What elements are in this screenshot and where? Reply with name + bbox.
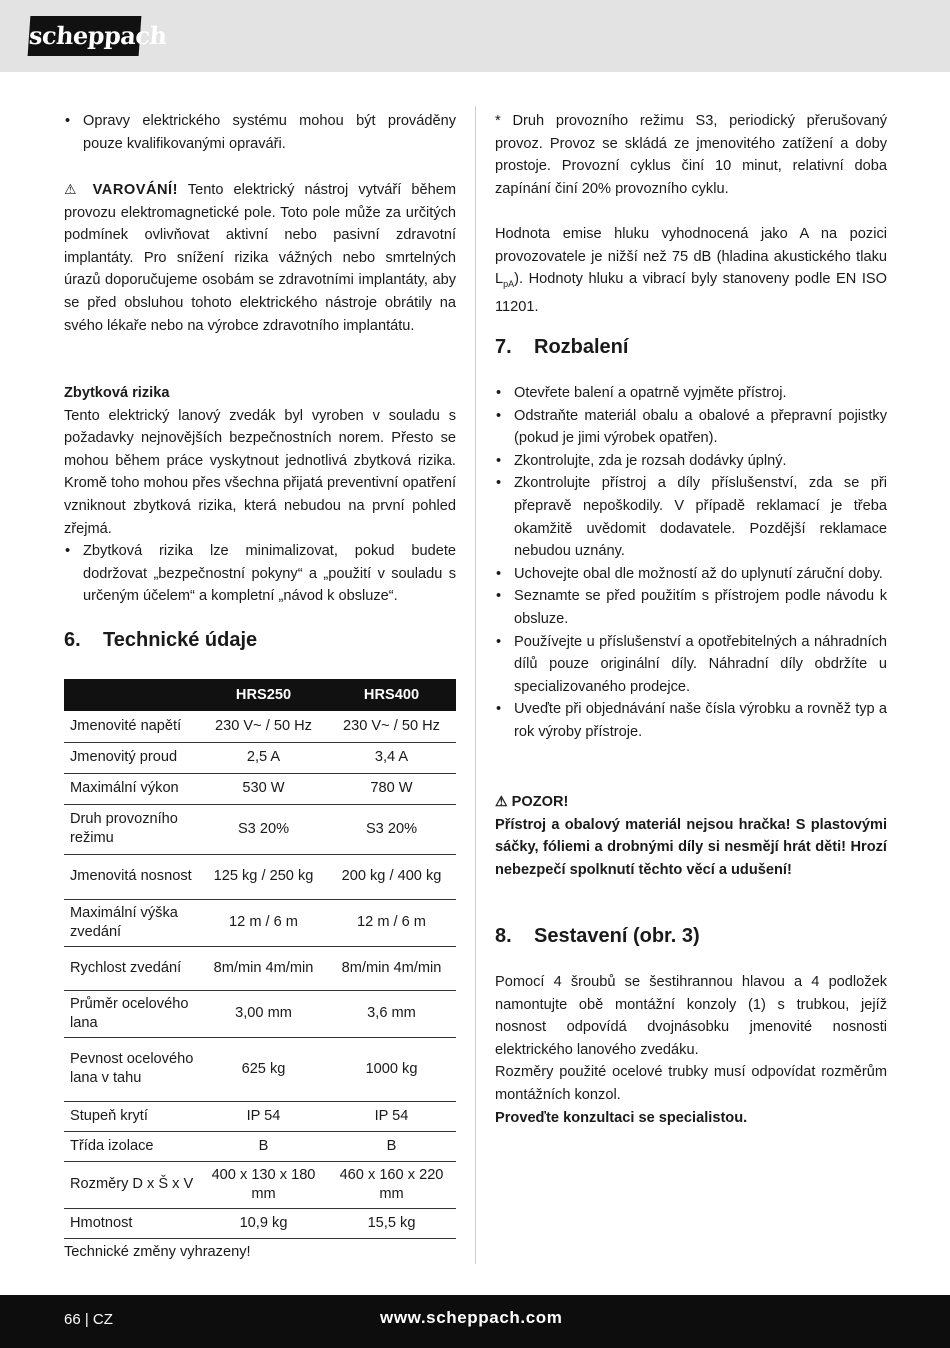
list-item: • Uchovejte obal dle možností až do uplynutí záruční doby.: [495, 563, 887, 586]
section-7-heading: [495, 334, 887, 360]
list-item: • Zbytková rizika lze minimalizovat, pokud budete dodržovat „bezpečnostní pokyny“ a „použití v souladu s určeným účelem“ a kompletní „návod k obsluze“.: [64, 540, 456, 608]
list-item: • Seznamte se před použitím s přístrojem podle návodu k obsluze.: [495, 585, 887, 630]
table-row: [64, 742, 456, 773]
list-item: • Používejte u příslušenství a opotřebitelných a náhradních dílů pouze originální díly. Náhradní díly obdržíte u specializovaného prodejce.: [495, 631, 887, 699]
table-cell: Maximální výkon: [64, 773, 200, 804]
table-row: [64, 899, 456, 946]
footer: [0, 1295, 950, 1348]
assembly-text: Pomocí 4 šroubů se šestihrannou hlavou a 4 podložek namontujte obě montážní konzoly (1) s trubkou, jejíž nosnost odpovídá dvojnásobku jmenovité nosnosti elektrického lanového zvedáku.: [495, 974, 887, 1058]
table-cell: 3,4 A: [327, 742, 456, 773]
table-cell: 625 kg: [200, 1037, 327, 1101]
technical-data-table: [64, 679, 456, 1239]
footer-website-link[interactable]: www.scheppach.com: [380, 1308, 563, 1327]
s3-mode-note: * Druh provozního režimu S3, periodický přerušovaný provoz. Provoz se skládá ze jmenovitého zatížení a doby prostoje. Provozní cyklus činí 10 minut, relativní doba zapínání činí 20% provozního cyklu.: [495, 113, 887, 197]
column-divider: [475, 106, 476, 1264]
section-number: 7.: [495, 336, 512, 358]
table-cell: Maximální výška zvedání: [64, 899, 200, 946]
table-cell: Stupeň krytí: [64, 1101, 200, 1131]
caution-label: POZOR!: [511, 794, 569, 810]
table-cell: 460 x 160 x 220 mm: [327, 1161, 456, 1208]
header-band: [0, 0, 950, 72]
table-header-cell: [64, 679, 200, 711]
section-title: Rozbalení: [534, 336, 629, 358]
table-cell: 780 W: [327, 773, 456, 804]
table-cell: 3,00 mm: [200, 990, 327, 1037]
table-cell: 3,6 mm: [327, 990, 456, 1037]
table-row: [64, 1161, 456, 1208]
table-cell: S3 20%: [200, 804, 327, 854]
table-cell: Třída izolace: [64, 1131, 200, 1161]
table-cell: Rozměry D x Š x V: [64, 1161, 200, 1208]
noise-text-part: Hodnota emise hluku vyhodnocená jako A na pozici provozovatele je nižší než 75 dB (hladina akustického tlaku L: [495, 226, 887, 288]
table-cell: 12 m / 6 m: [327, 899, 456, 946]
table-cell: Jmenovitá nosnost: [64, 854, 200, 899]
table-cell: B: [327, 1131, 456, 1161]
table-cell: Druh provozního režimu: [64, 804, 200, 854]
warning-triangle-icon: ⚠: [64, 181, 83, 197]
noise-subscript: pA: [503, 279, 515, 290]
table-cell: S3 20%: [327, 804, 456, 854]
table-row: [64, 1131, 456, 1161]
section-8-heading: [495, 923, 887, 949]
table-cell: Jmenovité napětí: [64, 711, 200, 742]
table-cell: IP 54: [200, 1101, 327, 1131]
technical-changes-note: Technické změny vyhrazeny!: [64, 1244, 251, 1260]
table-cell: Rychlost zvedání: [64, 946, 200, 990]
list-item: • Opravy elektrického systému mohou být prováděny pouze kvalifikovanými opraváři.: [64, 110, 456, 155]
table-row: [64, 946, 456, 990]
warning-triangle-icon: ⚠: [495, 793, 508, 809]
table-cell: 230 V~ / 50 Hz: [327, 711, 456, 742]
warning-block: [64, 178, 456, 337]
section-number: 6.: [64, 629, 81, 651]
table-row: [64, 1101, 456, 1131]
table-row: [64, 1208, 456, 1238]
table-cell: 1000 kg: [327, 1037, 456, 1101]
list-item: • Otevřete balení a opatrně vyjměte přístroj.: [495, 382, 887, 405]
table-header-cell: HRS250: [200, 679, 327, 711]
residual-risks-list: [64, 540, 456, 608]
table-cell: B: [200, 1131, 327, 1161]
list-item: • Zkontrolujte, zda je rozsah dodávky úplný.: [495, 450, 887, 473]
noise-text-part: ). Hodnoty hluku a vibrací byly stanoveny podle EN ISO 11201.: [495, 271, 887, 315]
table-cell: 8m/min 4m/min: [327, 946, 456, 990]
residual-risks-title: Zbytková rizika: [64, 385, 170, 401]
table-row: [64, 990, 456, 1037]
table-cell: Hmotnost: [64, 1208, 200, 1238]
table-cell: 200 kg / 400 kg: [327, 854, 456, 899]
table-cell: Pevnost ocelového lana v tahu: [64, 1037, 200, 1101]
caution-text: Přístroj a obalový materiál nejsou hračka! S plastovými sáčky, fóliemi a drobnými díly si nesmějí hrát děti! Hrozí nebezpečí spolknutí těchto věcí a udušení!: [495, 816, 887, 878]
table-cell: 2,5 A: [200, 742, 327, 773]
list-item: • Uveďte při objednávání naše čísla výrobku a rovněž typ a rok výroby přístroje.: [495, 698, 887, 743]
table-cell: Jmenovitý proud: [64, 742, 200, 773]
page-number: 66 | CZ: [64, 1311, 113, 1328]
warning-label: VAROVÁNÍ!: [92, 182, 178, 198]
table-cell: Průměr ocelového lana: [64, 990, 200, 1037]
table-cell: IP 54: [327, 1101, 456, 1131]
section-number: 8.: [495, 925, 512, 947]
assembly-specialist-note: Proveďte konzultaci se specialistou.: [495, 1109, 748, 1126]
section-title: Technické údaje: [103, 629, 258, 651]
table-cell: 230 V~ / 50 Hz: [200, 711, 327, 742]
section-title: Sestavení (obr. 3): [534, 925, 700, 947]
section-6-heading: [64, 627, 456, 653]
table-header-row: [64, 679, 456, 711]
assembly-text-2: Rozměry použité ocelové trubky musí odpovídat rozměrům montážních konzol.: [495, 1064, 887, 1103]
list-item: • Zkontrolujte přístroj a díly příslušenství, zda se při přepravě nepoškodily. V případě reklamací je třeba okamžitě uvědomit dodavatele. Pozdější reklamace nebudou uznány.: [495, 472, 887, 562]
table-cell: 12 m / 6 m: [200, 899, 327, 946]
brand-logo: scheppach: [28, 16, 142, 56]
table-cell: 10,9 kg: [200, 1208, 327, 1238]
residual-risks-text: Tento elektrický lanový zvedák byl vyroben v souladu s požadavky nejnovějších bezpečnostních norem. Přesto se mohou během práce vyskytnout jednotlivá zbytková rizika. Kromě toho mohou přes všechna přijatá preventivní opatření vzniknout zbytková rizika, která nebudou na první pohled zřejmá.: [64, 407, 456, 537]
unpacking-list: [495, 382, 887, 744]
table-row: [64, 1037, 456, 1101]
table-header-cell: HRS400: [327, 679, 456, 711]
warning-text: Tento elektrický nástroj vytváří během provozu elektromagnetické pole. Toto pole může za určitých podmínek ovlivňovat aktivní nebo pasivní zdravotní implantáty. Pro snížení rizika vážných nebo smrtelných úrazů doporučujeme osobám se zdravotními implantáty, aby se před obsluhou tohoto elektrického nástroje obrátily na svého lékaře nebo na výrobce zdravotního implantátu.: [64, 182, 456, 334]
table-row: [64, 773, 456, 804]
table-cell: 400 x 130 x 180 mm: [200, 1161, 327, 1208]
table-cell: 15,5 kg: [327, 1208, 456, 1238]
caution-block: [495, 790, 887, 881]
list-item: • Odstraňte materiál obalu a obalové a přepravní pojistky (pokud je jimi výrobek opatřen).: [495, 405, 887, 450]
table-cell: 125 kg / 250 kg: [200, 854, 327, 899]
electric-repair-list: [64, 110, 456, 155]
table-row: [64, 804, 456, 854]
noise-emission-text: [495, 223, 887, 318]
table-cell: 530 W: [200, 773, 327, 804]
table-row: [64, 854, 456, 899]
table-cell: 8m/min 4m/min: [200, 946, 327, 990]
table-row: [64, 711, 456, 742]
